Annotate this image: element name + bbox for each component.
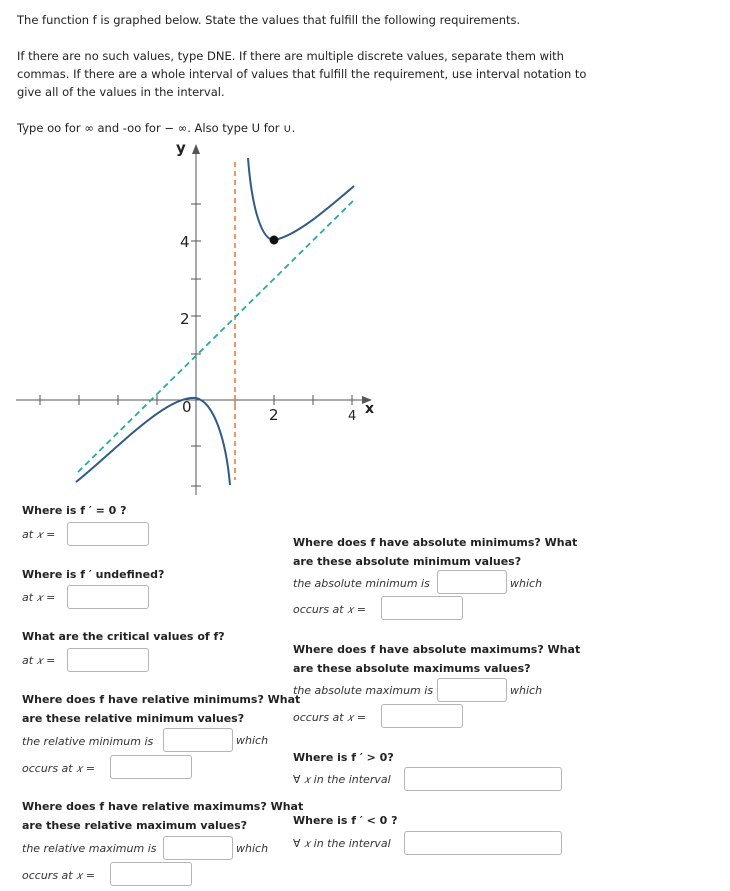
tick-label-y4: 4 xyxy=(180,233,190,251)
fprime-negative-interval-input[interactable] xyxy=(404,831,562,855)
question-fprime-undefined: Where is f ′ undefined? xyxy=(22,568,165,581)
abs-max-x-input[interactable] xyxy=(381,704,463,728)
y-axis-arrow xyxy=(192,144,200,154)
fprime-undefined-input[interactable] xyxy=(67,585,149,609)
question-abs-min-line1: Where does f have absolute minimums? What xyxy=(293,536,578,549)
tick-label-x2: 2 xyxy=(269,406,279,424)
fprime-zero-input[interactable] xyxy=(67,522,149,546)
question-abs-max-line1: Where does f have absolute maximums? What xyxy=(293,643,581,656)
question-fprime-positive: Where is f ′ > 0? xyxy=(293,751,394,764)
oblique-asymptote xyxy=(78,200,357,472)
question-rel-max-line1: Where does f have relative maximums? What xyxy=(22,800,304,813)
curve-left-branch xyxy=(76,398,230,485)
abs-max-value-input[interactable] xyxy=(437,678,507,702)
local-minimum-point xyxy=(270,236,279,245)
label-abs-min: the absolute minimum is xyxy=(293,577,430,590)
tick-label-x4: 4 xyxy=(348,409,357,424)
critical-values-input[interactable] xyxy=(67,648,149,672)
abs-min-x-input[interactable] xyxy=(381,596,463,620)
y-axis-label: y xyxy=(176,140,186,157)
x-axis-label: x xyxy=(365,401,375,417)
rel-min-x-input[interactable] xyxy=(110,755,192,779)
intro-line-3: commas. If there are a whole interval of values that fulfill the requirement, use interval notation to xyxy=(17,67,587,81)
label-rel-max-which: which xyxy=(236,842,269,855)
question-rel-min-line2: are these relative minimum values? xyxy=(22,712,245,725)
tick-label-y2: 2 xyxy=(180,310,190,328)
intro-line-4: give all of the values in the interval. xyxy=(17,85,225,99)
label-fprime-negative: ∀ 𝑥 in the interval xyxy=(293,837,391,850)
question-rel-max-line2: are these relative maximum values? xyxy=(22,819,248,832)
curve-right-branch xyxy=(248,158,354,240)
label-rel-max-occurs: occurs at 𝑥 = xyxy=(22,869,95,882)
label-rel-min: the relative minimum is xyxy=(22,735,154,748)
question-fprime-zero: Where is f ′ = 0 ? xyxy=(22,504,127,517)
label-abs-max-occurs: occurs at 𝑥 = xyxy=(293,711,366,724)
question-rel-min-line1: Where does f have relative minimums? What xyxy=(22,693,301,706)
label-critical-values: at 𝑥 = xyxy=(22,654,56,667)
rel-min-value-input[interactable] xyxy=(163,728,233,752)
tick-label-x0: 0 xyxy=(182,398,192,416)
label-rel-min-occurs: occurs at 𝑥 = xyxy=(22,762,95,775)
abs-min-value-input[interactable] xyxy=(437,570,507,594)
label-fprime-positive: ∀ 𝑥 in the interval xyxy=(293,773,391,786)
label-abs-max: the absolute maximum is xyxy=(293,684,434,697)
intro-line-5: Type oo for ∞ and -oo for − ∞. Also type U for ∪. xyxy=(17,121,296,135)
question-fprime-negative: Where is f ′ < 0 ? xyxy=(293,814,398,827)
rel-max-x-input[interactable] xyxy=(110,862,192,886)
label-rel-max: the relative maximum is xyxy=(22,842,157,855)
intro-line-2: If there are no such values, type DNE. If there are multiple discrete values, separate them with xyxy=(17,49,564,63)
fprime-positive-interval-input[interactable] xyxy=(404,767,562,791)
label-rel-min-which: which xyxy=(236,734,269,747)
label-fprime-undefined: at 𝑥 = xyxy=(22,591,56,604)
intro-line-1: The function f is graphed below. State the values that fulfill the following requirements. xyxy=(17,13,521,27)
rel-max-value-input[interactable] xyxy=(163,836,233,860)
label-abs-max-which: which xyxy=(510,684,543,697)
question-abs-min-line2: are these absolute minimum values? xyxy=(293,555,522,568)
label-abs-min-occurs: occurs at 𝑥 = xyxy=(293,603,366,616)
label-fprime-zero: at 𝑥 = xyxy=(22,528,56,541)
label-abs-min-which: which xyxy=(510,577,543,590)
function-graph xyxy=(16,140,376,500)
question-critical-values: What are the critical values of f? xyxy=(22,630,225,643)
question-abs-max-line2: are these absolute maximums values? xyxy=(293,662,531,675)
